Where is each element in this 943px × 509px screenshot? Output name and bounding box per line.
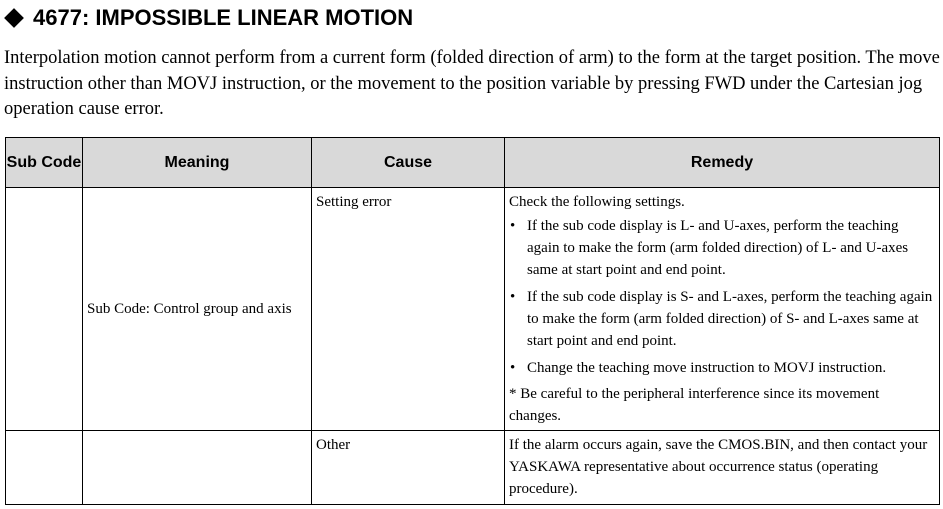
alarm-table [5, 137, 940, 505]
header-remedy: Remedy [505, 138, 940, 188]
table-row [6, 431, 940, 505]
header-sub-code: Sub Code [6, 138, 83, 188]
table-header-row [6, 138, 940, 188]
meaning-cell: Sub Code: Control group and axis [83, 188, 312, 431]
remedy-cell: If the alarm occurs again, save the CMOS.BIN, and then contact your YASKAWA representative about occurrence status (operating procedure). [505, 431, 940, 505]
remedy-bullet-text: If the sub code display is S- and L-axes, perform the teaching again to make the form (arm folded direction) of S- and L-axes same at start point and end point. [527, 289, 933, 349]
remedy-bullet [509, 215, 934, 281]
header-meaning: Meaning [83, 138, 312, 188]
sub-code-cell [6, 431, 83, 505]
bullet-dot-icon: • [510, 218, 516, 234]
bullet-dot-icon: • [510, 289, 516, 305]
alarm-description: Interpolation motion cannot perform from a current form (folded direction of arm) to the form at the target position. The move instruction other than MOVJ instruction, or the movement to the position variable by pressing FWD under the Cartesian jog operation cause error. [4, 48, 940, 119]
bullet-dot-icon: • [510, 360, 516, 376]
alarm-heading [4, 4, 413, 32]
remedy-bullet [509, 357, 934, 379]
remedy-note: * Be careful to the peripheral interference since its movement changes. [509, 386, 880, 424]
remedy-bullet [509, 286, 934, 352]
remedy-intro: Check the following settings. [509, 194, 685, 210]
table-row [6, 188, 940, 431]
diamond-bullet-icon [4, 8, 24, 28]
remedy-bullet-text: Change the teaching move instruction to MOVJ instruction. [527, 360, 887, 376]
cause-cell: Setting error [312, 188, 505, 431]
alarm-title: 4677: IMPOSSIBLE LINEAR MOTION [33, 5, 414, 30]
meaning-cell [83, 431, 312, 505]
remedy-cell [505, 188, 940, 431]
sub-code-cell [6, 188, 83, 431]
header-cause: Cause [312, 138, 505, 188]
remedy-bullet-text: If the sub code display is L- and U-axes, perform the teaching again to make the form (arm folded direction) of L- and U-axes same at start point and end point. [527, 218, 909, 278]
cause-cell: Other [312, 431, 505, 505]
